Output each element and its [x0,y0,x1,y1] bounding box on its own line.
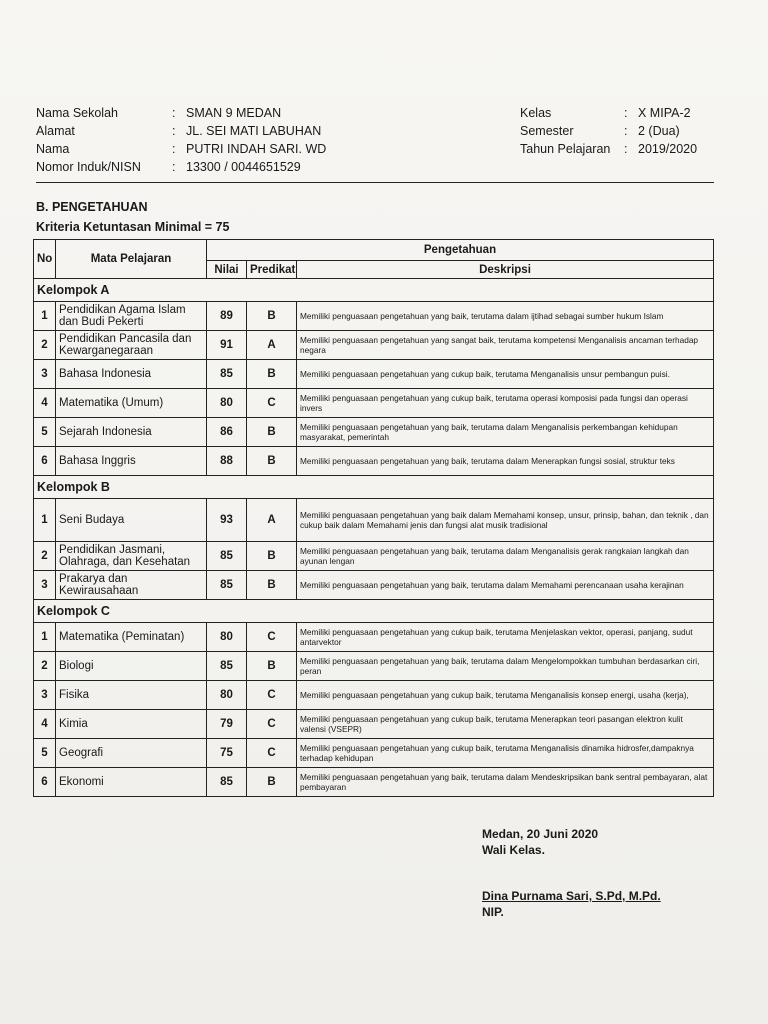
table-row [34,768,714,797]
row-no: 5 [34,739,56,768]
row-subject: Bahasa Indonesia [56,360,207,389]
row-deskripsi: Memiliki penguasaan pengetahuan yang baik, terutama dalam Menganalisis perkembangan kehidupan masyarakat, pemerintah [297,418,714,447]
row-no: 6 [34,768,56,797]
identity-row-school [36,104,366,122]
table-row [34,623,714,652]
row-predikat: B [247,768,297,797]
row-deskripsi: Memiliki penguasaan pengetahuan yang baik, terutama dalam Mendeskripsikan bank sentral pembayaran, alat pembayaran [297,768,714,797]
identity-row-year [520,140,748,158]
header-subject: Mata Pelajaran [56,240,207,279]
row-deskripsi: Memiliki penguasaan pengetahuan yang cukup baik, terutama Menganalisis dinamika hidrosfer,dampaknya terhadap kehidupan [297,739,714,768]
row-predikat: A [247,331,297,360]
header-deskripsi: Deskripsi [297,261,714,279]
row-deskripsi: Memiliki penguasaan pengetahuan yang baik, terutama dalam Menerapkan fungsi sosial, struktur teks [297,447,714,476]
identity-label: Alamat [36,124,75,138]
identity-value: PUTRI INDAH SARI. WD [186,142,327,156]
group-row [34,476,714,499]
row-no: 2 [34,652,56,681]
row-predikat: B [247,652,297,681]
row-no: 3 [34,360,56,389]
place-date: Medan, 20 Juni 2020 [482,827,599,841]
row-no: 6 [34,447,56,476]
row-deskripsi: Memiliki penguasaan pengetahuan yang cukup baik, terutama Menerapkan teori pasangan elektron kulit valensi (VSEPR) [297,710,714,739]
row-subject: Ekonomi [56,768,207,797]
row-no: 3 [34,681,56,710]
identity-label: Semester [520,124,574,138]
identity-row-class [520,104,748,122]
row-predikat: B [247,360,297,389]
identity-label: Kelas [520,106,552,120]
table-row [34,652,714,681]
table-row [34,360,714,389]
row-no: 2 [34,331,56,360]
row-subject: Bahasa Inggris [56,447,207,476]
row-deskripsi: Memiliki penguasaan pengetahuan yang baik dalam Memahami konsep, unsur, prinsip, bahan, dan teknik , dan cukup baik dalam Memahami jenis dan fungsi alat musik tradisional [297,499,714,542]
row-nilai: 80 [207,389,247,418]
group-title: Kelompok A [34,279,714,302]
table-row [34,739,714,768]
row-deskripsi: Memiliki penguasaan pengetahuan yang cukup baik, terutama Menganalisis konsep energi, usaha (kerja), [297,681,714,710]
identity-row-name [36,140,366,158]
row-subject: Biologi [56,652,207,681]
row-deskripsi: Memiliki penguasaan pengetahuan yang cukup baik, terutama operasi komposisi pada fungsi dan operasi invers [297,389,714,418]
table-row [34,302,714,331]
group-title: Kelompok B [34,476,714,499]
table-row [34,710,714,739]
colon: : [172,124,176,138]
row-subject: Seni Budaya [56,499,207,542]
table-row [34,499,714,542]
table-header-row [34,240,714,261]
signer-nip: NIP. [482,905,504,919]
row-predikat: C [247,623,297,652]
row-predikat: C [247,389,297,418]
identity-value: 2 (Dua) [638,124,680,138]
identity-value: JL. SEI MATI LABUHAN [186,124,322,138]
row-subject: Pendidikan Jasmani, Olahraga, dan Kesehatan [56,542,207,571]
row-nilai: 85 [207,768,247,797]
colon: : [624,124,628,138]
identity-value: 2019/2020 [638,142,698,156]
student-identity [36,104,366,176]
class-identity [520,104,748,158]
table-row [34,447,714,476]
row-predikat: C [247,739,297,768]
row-nilai: 88 [207,447,247,476]
row-deskripsi: Memiliki penguasaan pengetahuan yang cukup baik, terutama Menganalisis unsur pembangun puisi. [297,360,714,389]
row-nilai: 86 [207,418,247,447]
identity-label: Tahun Pelajaran [520,142,611,156]
row-no: 4 [34,710,56,739]
header-divider [36,182,714,183]
row-predikat: B [247,447,297,476]
group-row [34,600,714,623]
signer-role: Wali Kelas. [482,843,545,857]
row-nilai: 85 [207,652,247,681]
identity-value: X MIPA-2 [638,106,691,120]
group-row [34,279,714,302]
row-deskripsi: Memiliki penguasaan pengetahuan yang baik, terutama dalam Memahami perencanaan usaha kerajinan [297,571,714,600]
row-predikat: A [247,499,297,542]
row-subject: Geografi [56,739,207,768]
colon: : [624,106,628,120]
row-subject: Fisika [56,681,207,710]
row-no: 1 [34,623,56,652]
identity-label: Nomor Induk/NISN [36,160,141,174]
header-predikat: Predikat [247,261,297,279]
row-predikat: B [247,571,297,600]
table-row [34,681,714,710]
grades-table [33,239,714,797]
table-row [34,389,714,418]
row-no: 1 [34,499,56,542]
row-nilai: 85 [207,360,247,389]
row-deskripsi: Memiliki penguasaan pengetahuan yang baik, terutama dalam Menganalisis gerak rangkaian langkah dan ayunan lengan [297,542,714,571]
identity-row-nisn [36,158,366,176]
kkm-label: Kriteria Ketuntasan Minimal = 75 [36,220,230,234]
row-subject: Matematika (Umum) [56,389,207,418]
row-subject: Pendidikan Agama Islam dan Budi Pekerti [56,302,207,331]
row-deskripsi: Memiliki penguasaan pengetahuan yang sangat baik, terutama kompetensi Menganalisis ancaman terhadap negara [297,331,714,360]
identity-label: Nama [36,142,70,156]
row-subject: Sejarah Indonesia [56,418,207,447]
row-deskripsi: Memiliki penguasaan pengetahuan yang baik, terutama dalam Mengelompokkan tumbuhan berdasarkan ciri, peran [297,652,714,681]
row-predikat: B [247,302,297,331]
section-title: B. PENGETAHUAN [36,200,148,214]
identity-value: 13300 / 0044651529 [186,160,301,174]
row-subject: Prakarya dan Kewirausahaan [56,571,207,600]
row-subject: Kimia [56,710,207,739]
colon: : [624,142,628,156]
row-no: 2 [34,542,56,571]
row-nilai: 80 [207,681,247,710]
row-nilai: 85 [207,542,247,571]
row-nilai: 85 [207,571,247,600]
row-no: 3 [34,571,56,600]
row-predikat: B [247,418,297,447]
row-subject: Matematika (Peminatan) [56,623,207,652]
row-deskripsi: Memiliki penguasaan pengetahuan yang baik, terutama dalam ijtihad sebagai sumber hukum Islam [297,302,714,331]
identity-row-address [36,122,366,140]
row-nilai: 91 [207,331,247,360]
row-nilai: 79 [207,710,247,739]
signer-name: Dina Purnama Sari, S.Pd, M.Pd. [482,889,661,903]
row-no: 5 [34,418,56,447]
group-title: Kelompok C [34,600,714,623]
identity-row-semester [520,122,748,140]
row-no: 1 [34,302,56,331]
table-row [34,571,714,600]
table-row [34,542,714,571]
colon: : [172,142,176,156]
header-pengetahuan: Pengetahuan [207,240,714,261]
row-no: 4 [34,389,56,418]
row-nilai: 80 [207,623,247,652]
row-nilai: 75 [207,739,247,768]
table-row [34,331,714,360]
row-predikat: B [247,542,297,571]
table-row [34,418,714,447]
colon: : [172,106,176,120]
row-subject: Pendidikan Pancasila dan Kewarganegaraan [56,331,207,360]
colon: : [172,160,176,174]
row-predikat: C [247,681,297,710]
header-no: No [34,240,56,279]
header-nilai: Nilai [207,261,247,279]
signature-block [482,826,661,920]
row-predikat: C [247,710,297,739]
row-deskripsi: Memiliki penguasaan pengetahuan yang cukup baik, terutama Menjelaskan vektor, operasi, panjang, sudut antarvektor [297,623,714,652]
row-nilai: 93 [207,499,247,542]
identity-value: SMAN 9 MEDAN [186,106,282,120]
identity-label: Nama Sekolah [36,106,118,120]
row-nilai: 89 [207,302,247,331]
